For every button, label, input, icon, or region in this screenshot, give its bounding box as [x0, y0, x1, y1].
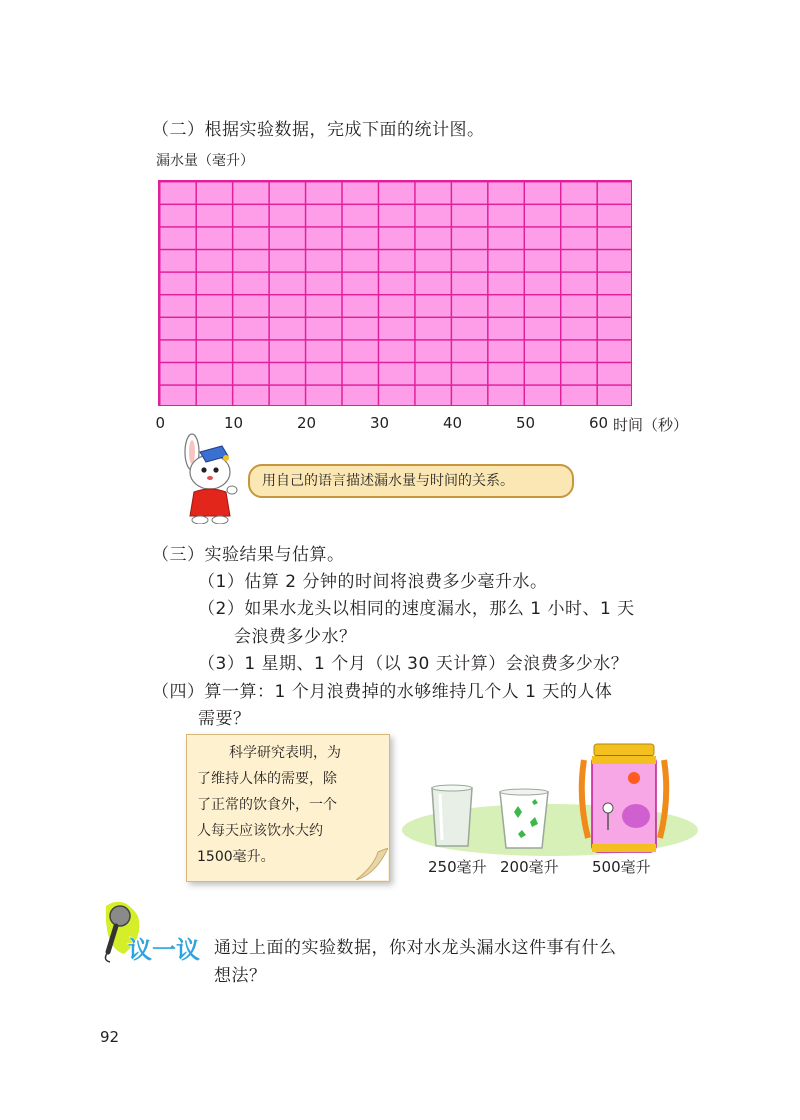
discuss-line2: 想法？ [214, 966, 267, 986]
chart-x-tick-label: 30 [370, 414, 390, 432]
note-line-3: 了正常的饮食外，一个 [197, 797, 337, 813]
page-curl-icon [356, 848, 388, 880]
bottle-capacity-label: 500毫升 [592, 858, 651, 876]
page-number: 92 [100, 1028, 120, 1046]
question-3: （3）1 星期、1 个月（以 30 天计算）会浪费多少水？ [198, 654, 629, 674]
section3-title: （三）实验结果与估算。 [152, 545, 345, 565]
section4-line1: （四）算一算：1 个月浪费掉的水够维持几个人 1 天的人体 [152, 682, 613, 702]
chart-x-tick-label: 50 [516, 414, 536, 432]
chart-grid [158, 180, 632, 406]
speech-bubble [248, 464, 574, 498]
chart-x-tick-label: 10 [224, 414, 244, 432]
chart-xlabel: 时间（秒） [613, 416, 689, 434]
section4-line2: 需要？ [198, 709, 251, 729]
glass-capacity-label: 250毫升 [428, 858, 487, 876]
question-2-line2: 会浪费多少水？ [234, 627, 357, 647]
chart-x-tick-label: 40 [443, 414, 463, 432]
note-line-4: 人每天应该饮水大约 [197, 823, 323, 839]
discuss-badge: 议一议 [128, 936, 200, 964]
paper-cup-capacity-label: 200毫升 [500, 858, 559, 876]
water-bottle-icon [578, 738, 670, 856]
question-2-line1: （2）如果水龙头以相同的速度漏水，那么 1 小时、1 天 [198, 599, 635, 619]
note-line-5: 1500毫升。 [197, 849, 275, 865]
paper-cup-icon [498, 788, 550, 850]
discuss-line1: 通过上面的实验数据，你对水龙头漏水这件事有什么 [214, 938, 617, 958]
chart-x-tick-label: 20 [297, 414, 317, 432]
note-line-2: 了维持人体的需要，除 [197, 771, 337, 787]
glass-cup-icon [428, 784, 476, 850]
section2-title: （二）根据实验数据，完成下面的统计图。 [152, 120, 485, 140]
speech-bubble-text: 用自己的语言描述漏水量与时间的关系。 [262, 473, 514, 489]
rabbit-mascot-icon [170, 432, 250, 524]
chart-ylabel: 漏水量（毫升） [156, 153, 254, 169]
question-1: （1）估算 2 分钟的时间将浪费多少毫升水。 [198, 572, 548, 592]
chart-x-tick-label: 0 [155, 414, 166, 432]
chart-x-tick-label: 60 [589, 414, 609, 432]
note-line-1: 科学研究表明，为 [229, 745, 341, 761]
